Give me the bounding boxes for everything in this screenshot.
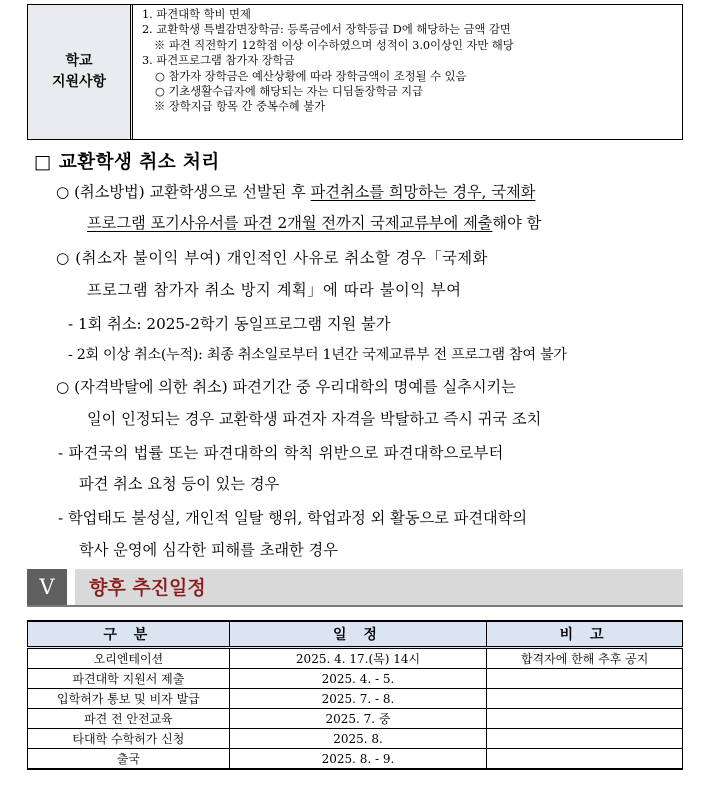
cancel-method-prefix: ○ (취소방법) 교환학생으로 선발된 후	[56, 183, 311, 201]
cancel-penalty-line2: 프로그램 참가자 취소 방지 계획」에 따라 불이익 부여	[87, 281, 462, 299]
schedule-cell: 2025. 8.	[229, 729, 486, 749]
support-line: ※ 장학지급 항목 간 중복수혜 불가	[154, 100, 326, 114]
cancel-revoke-line1: ○ (자격박탈에 의한 취소) 파견기간 중 우리대학의 명예를 실추시키는	[56, 378, 516, 396]
schedule-header-row	[28, 621, 683, 648]
schedule-cell	[487, 689, 683, 709]
schedule-header-category: 구 분	[28, 621, 230, 648]
support-line: ○ 기초생활수급자에 해당되는 자는 디딤돌장학금 지급	[155, 85, 423, 99]
cancel-section-title: □ 교환학생 취소 처리	[34, 152, 220, 173]
cancel-revoke-item1-line1: - 파견국의 법률 또는 파견대학의 학칙 위반으로 파견대학으로부터	[58, 444, 504, 462]
schedule-cell: 오리엔테이션	[28, 648, 230, 669]
cancel-revoke-item2-line2: 학사 운영에 심각한 피해를 초래한 경우	[79, 541, 338, 559]
schedule-cell	[487, 709, 683, 729]
support-line: 3. 파견프로그램 참가자 장학금	[142, 54, 295, 68]
cancel-method-underline1: 파견취소를 희망하는 경우, 국제화	[310, 183, 536, 201]
schedule-cell: 합격자에 한해 추후 공지	[487, 648, 683, 669]
schedule-cell: 2025. 7. - 8.	[229, 689, 486, 709]
cancel-revoke-line2: 일이 인정되는 경우 교환학생 파견자 자격을 박탈하고 즉시 귀국 조치	[87, 410, 542, 428]
schedule-cell: 출국	[28, 749, 230, 770]
schedule-header-note: 비 고	[487, 621, 683, 648]
table-row	[28, 669, 683, 689]
table-row	[28, 709, 683, 729]
schedule-cell: 파견대학 지원서 제출	[28, 669, 230, 689]
support-body	[133, 5, 682, 139]
cancel-penalty-item1: - 1회 취소: 2025-2학기 동일프로그램 지원 불가	[68, 315, 391, 333]
support-header	[28, 5, 133, 139]
support-line: 1. 파견대학 학비 면제	[142, 8, 251, 21]
support-line: ○ 참가자 장학금은 예산상황에 따라 장학금액이 조정될 수 있음	[155, 69, 467, 83]
schedule-cell	[487, 669, 683, 689]
table-row	[28, 729, 683, 749]
cancel-method-suffix: 해야 함	[492, 214, 542, 232]
table-row	[28, 648, 683, 669]
schedule-cell	[487, 749, 683, 770]
support-line: 2. 교환학생 특별감면장학금: 등록금에서 장학등급 D에 해당하는 금액 감면	[142, 23, 511, 37]
schedule-header-date: 일 정	[229, 621, 486, 648]
schedule-cell: 파견 전 안전교육	[28, 709, 230, 729]
schedule-cell: 2025. 4. - 5.	[229, 669, 486, 689]
cancel-revoke-item2-line1: - 학업태도 불성실, 개인적 일탈 행위, 학업과정 외 활동으로 파견대학의	[58, 509, 528, 527]
schedule-cell: 타대학 수학허가 신청	[28, 729, 230, 749]
support-line: ※ 파견 직전학기 12학점 이상 이수하였으며 성적이 3.0이상인 자만 해당	[154, 38, 514, 52]
schedule-cell: 2025. 4. 17.(목) 14시	[229, 648, 486, 669]
support-header-line2: 지원사항	[51, 74, 107, 90]
cancel-revoke-item1-line2: 파견 취소 요청 등이 있는 경우	[79, 475, 280, 493]
table-row	[28, 689, 683, 709]
section-v-number: V	[27, 569, 67, 605]
cancel-method-underline2: 프로그램 포기사유서를 파견 2개월 전까지 국제교류부에 제출	[87, 214, 493, 232]
schedule-cell: 2025. 7. 중	[229, 709, 486, 729]
schedule-cell: 2025. 8. - 9.	[229, 749, 486, 770]
table-row	[28, 749, 683, 770]
schedule-cell: 입학허가 통보 및 비자 발급	[28, 689, 230, 709]
section-v-title: 향후 추진일정	[89, 577, 206, 599]
schedule-table	[27, 620, 683, 770]
support-table	[27, 4, 683, 140]
cancel-penalty-line1: ○ (취소자 불이익 부여) 개인적인 사유로 취소할 경우「국제화	[56, 249, 488, 267]
schedule-cell	[487, 729, 683, 749]
cancel-penalty-item2: - 2회 이상 취소(누적): 최종 취소일로부터 1년간 국제교류부 전 프로그램 참여 불가	[68, 347, 567, 363]
support-header-line1: 학교	[65, 53, 93, 69]
section-v-header	[27, 569, 683, 607]
